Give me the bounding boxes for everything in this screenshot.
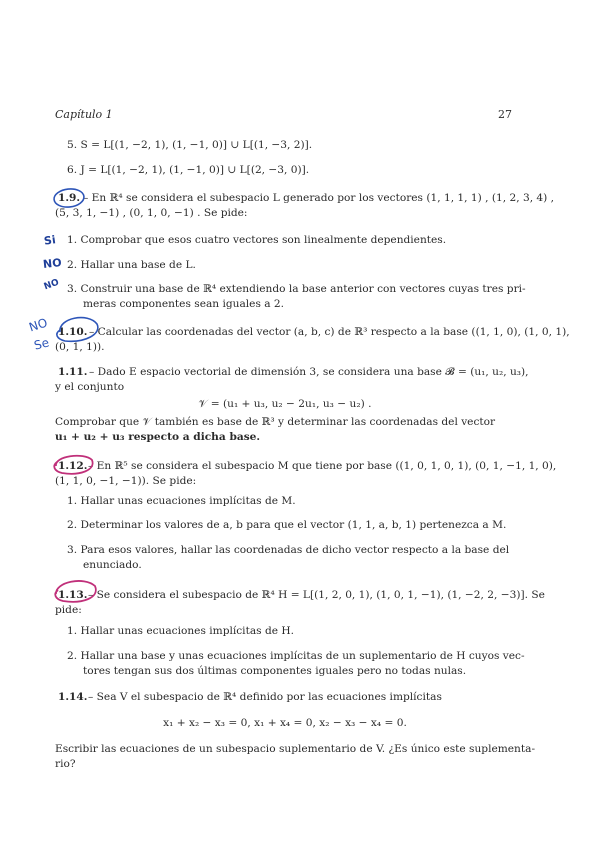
exercise-number: 1.9.: [58, 192, 81, 204]
list-item: 2. Determinar los valores de a, b para que el vector (1, 1, a, b, 1) pertenezca a M.: [67, 519, 507, 531]
list-item: 1. Hallar unas ecuaciones implícitas de H.: [67, 625, 294, 637]
exercise-text: (5, 3, 1, −1) , (0, 1, 0, −1) . Se pide:: [55, 207, 248, 219]
exercise-text: pide:: [55, 604, 82, 616]
exercise-text: (0, 1, 1)).: [55, 341, 105, 353]
page-number: 27: [498, 108, 512, 121]
exercise-text: u₁ + u₂ + u₃ respecto a dicha base.: [55, 431, 261, 443]
list-item-continuation: enunciado.: [83, 559, 142, 571]
exercise-text: y el conjunto: [55, 381, 125, 393]
handwritten-no: NO: [27, 315, 50, 335]
exercise-text: (1, 1, 0, −1, −1)). Se pide:: [55, 475, 197, 487]
exercise-text: – Sea V el subespacio de ℝ⁴ definido por las ecuaciones implícitas: [88, 691, 442, 703]
list-item-continuation: meras componentes sean iguales a 2.: [83, 298, 285, 310]
handwritten-no: NO: [42, 277, 61, 293]
exercise-text: – Se considera el subespacio de ℝ⁴ H = L[(1, 2, 0, 1), (1, 0, 1, −1), (1, −2, 2, −3)]. Se: [88, 589, 545, 601]
chapter-header: Capítulo 1: [55, 108, 113, 121]
list-item: 1. Hallar unas ecuaciones implícitas de M.: [67, 495, 296, 507]
list-item: 2. Hallar una base de L.: [67, 259, 196, 271]
exercise-text: – En ℝ⁴ se considera el subespacio L generado por los vectores (1, 1, 1, 1) , (1, 2, 3, 4) ,: [83, 192, 555, 204]
list-item: 5. S = L[(1, −2, 1), (1, −1, 0)] ∪ L[(1, −3, 2)].: [67, 139, 313, 151]
list-item: 2. Hallar una base y unas ecuaciones implícitas de un suplementario de H cuyos vec-: [67, 650, 525, 662]
list-item: 6. J = L[(1, −2, 1), (1, −1, 0)] ∪ L[(2, −3, 0)].: [67, 164, 310, 176]
list-item-continuation: tores tengan sus dos últimas componentes iguales pero no todas nulas.: [83, 665, 467, 677]
exercise-text: rio?: [55, 758, 76, 770]
exercise-number: 1.10.: [58, 326, 88, 338]
exercise-text: – Calcular las coordenadas del vector (a, b, c) de ℝ³ respecto a la base ((1, 1, 0), (1, 0, 1),: [89, 326, 570, 338]
handwritten-se: Se: [32, 335, 51, 353]
list-item: 3. Para esos valores, hallar las coordenadas de dicho vector respecto a la base del: [67, 544, 510, 556]
formula: x₁ + x₂ − x₃ = 0, x₁ + x₄ = 0, x₂ − x₃ − x₄ = 0.: [163, 717, 407, 729]
exercise-text: – Dado E espacio vectorial de dimensión 3, se considera una base 𝓑 = (u₁, u₂, u₃),: [89, 366, 529, 378]
exercise-number: 1.14.: [58, 691, 88, 703]
handwritten-no: NO: [42, 256, 63, 271]
exercise-number: 1.11.: [58, 366, 88, 378]
exercise-text: Comprobar que 𝒱 también es base de ℝ³ y determinar las coordenadas del vector: [55, 416, 496, 428]
formula: 𝒱 = (u₁ + u₃, u₂ − 2u₁, u₃ − u₂) .: [198, 398, 372, 410]
handwritten-si: Si: [43, 233, 57, 248]
exercise-text: – En ℝ⁵ se considera el subespacio M que tiene por base ((1, 0, 1, 0, 1), (0, 1, −1, 1, 0),: [88, 460, 557, 472]
exercise-number: 1.12.: [58, 460, 88, 472]
exercise-text: Escribir las ecuaciones de un subespacio suplementario de V. ¿Es único este suplementa-: [55, 743, 536, 755]
list-item: 1. Comprobar que esos cuatro vectores son linealmente dependientes.: [67, 234, 447, 246]
exercise-number: 1.13.: [58, 589, 88, 601]
list-item: 3. Construir una base de ℝ⁴ extendiendo la base anterior con vectores cuyas tres pri-: [67, 283, 526, 295]
